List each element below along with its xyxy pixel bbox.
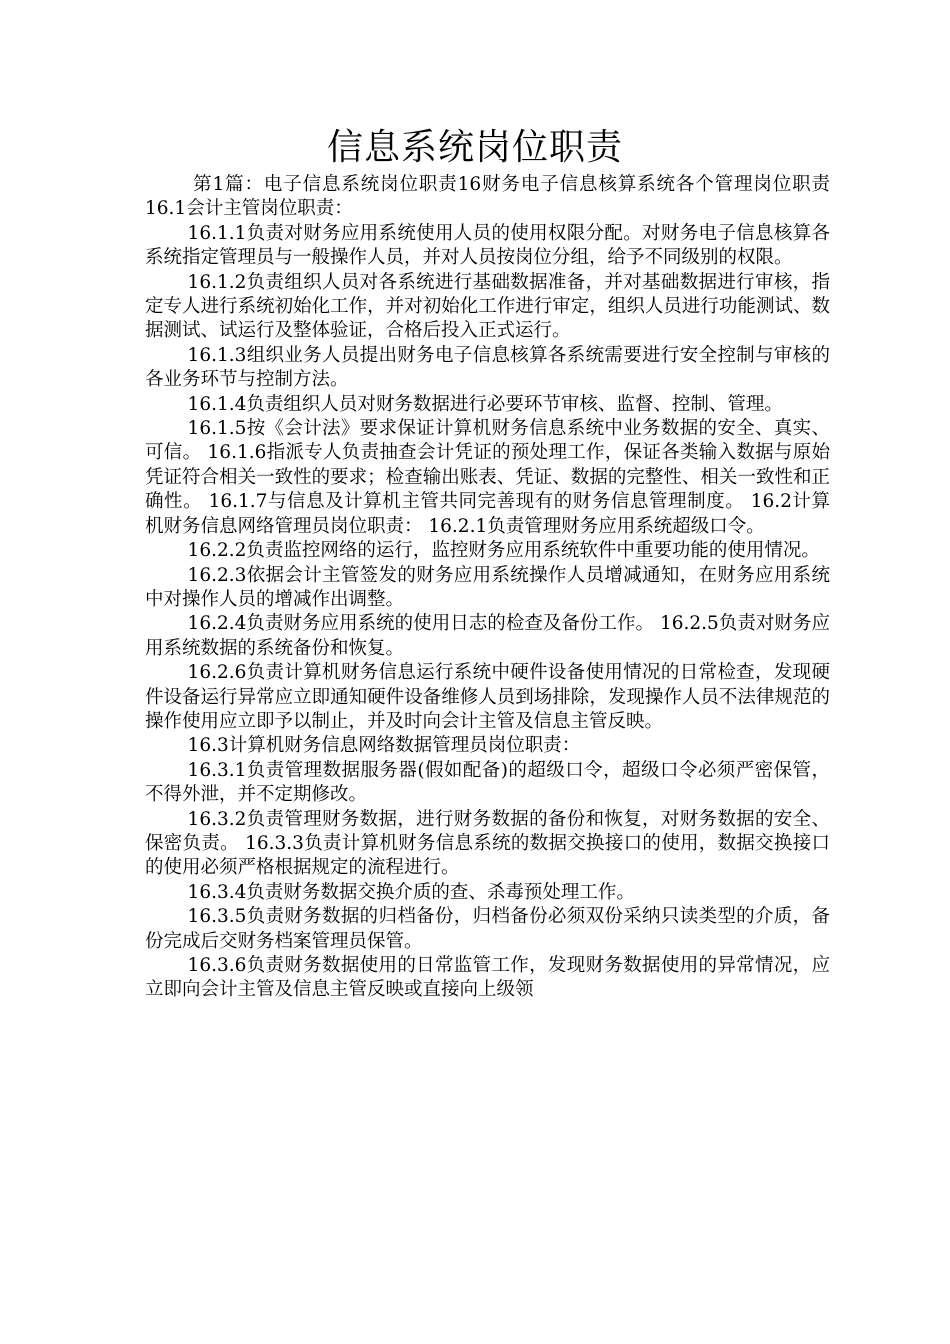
document-paragraph: 16.1.1负责对财务应用系统使用人员的使用权限分配。对财务电子信息核算各系统指定管理员与一般操作人员，并对人员按岗位分组，给予不同级别的权限。 xyxy=(145,222,830,269)
document-body xyxy=(145,173,830,1003)
document-paragraph: 第1篇：电子信息系统岗位职责16财务电子信息核算系统各个管理岗位职责 16.1会计主管岗位职责： xyxy=(145,174,830,220)
document-paragraph: 16.3.5负责财务数据的归档备份，归档备份必须双份采纳只读类型的介质，备份完成后交财务档案管理员保管。 xyxy=(145,906,830,952)
document-paragraph: 16.3.1负责管理数据服务器(假如配备)的超级口令，超级口令必须严密保管，不得外泄，并不定期修改。 xyxy=(145,759,830,806)
document-paragraph: 16.2.3依据会计主管签发的财务应用系统操作人员增减通知，在财务应用系统中对操作人员的增减作出调整。 xyxy=(145,564,830,610)
document-paragraph: 16.3.6负责财务数据使用的日常监管工作，发现财务数据使用的异常情况，应立即向会计主管及信息主管反映或直接向上级领 xyxy=(145,955,830,1001)
document-title: 信息系统岗位职责 xyxy=(326,127,623,168)
document-paragraph: 16.2.6负责计算机财务信息运行系统中硬件设备使用情况的日常检查，发现硬件设备运行异常应立即通知硬件设备维修人员到场排除，发现操作人员不法律规范的操作使用应立即予以制止，并及时向会计主管及信息主管反映。 xyxy=(145,662,830,732)
document-paragraph: 16.3.2负责管理财务数据，进行财务数据的备份和恢复，对财务数据的安全、保密负责。 16.3.3负责计算机财务信息系统的数据交换接口的使用，数据交换接口的使用必须严格根据规定的流程进行。 xyxy=(145,808,830,879)
document-paragraph: 16.2.2负责监控网络的运行，监控财务应用系统软件中重要功能的使用情况。 xyxy=(187,540,820,562)
document-paragraph: 16.3.4负责财务数据交换介质的查、杀毒预处理工作。 xyxy=(187,881,635,903)
document-paragraph: 16.1.4负责组织人员对财务数据进行必要环节审核、监督、控制、管理。 xyxy=(187,393,783,415)
document-paragraph: 16.1.3组织业务人员提出财务电子信息核算各系统需要进行安全控制与审核的各业务环节与控制方法。 xyxy=(145,344,830,391)
document-paragraph: 16.1.2负责组织人员对各系统进行基础数据准备，并对基础数据进行审核，指定专人进行系统初始化工作，并对初始化工作进行审定，组织人员进行功能测试、数据测试、试运行及整体验证，合格后投入正式运行。 xyxy=(145,271,830,342)
document-paragraph: 16.3计算机财务信息网络数据管理员岗位职责： xyxy=(187,735,581,757)
document-paragraph: 16.2.4负责财务应用系统的使用日志的检查及备份工作。 16.2.5负责对财务应用系统数据的系统备份和恢复。 xyxy=(145,613,830,659)
document-paragraph: 16.1.5按《会计法》要求保证计算机财务信息系统中业务数据的安全、真实、可信。 16.1.6指派专人负责抽查会计凭证的预处理工作，保证各类输入数据与原始凭证符合相关一致性的要求；检查输出账表、凭证、数据的完整性、相关一致性和正确性。 16.1.7与信息及计算机主管共同完善现有的财务信息管理制度。 16.2计算机财务信息网络管理员岗位职责： 16.2.1负责管理财务应用系统超级口令。 xyxy=(145,418,830,537)
